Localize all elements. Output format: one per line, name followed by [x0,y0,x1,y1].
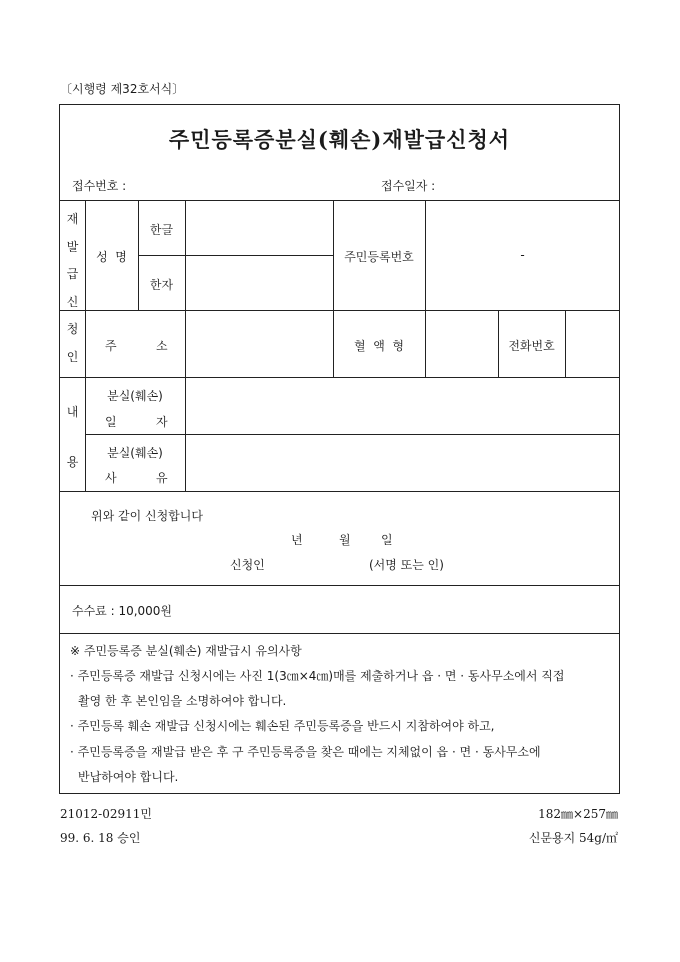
hanja-label: 한자 [149,278,174,292]
applicant-section-label: 재 발 급 신 청 인 [66,212,79,364]
notes-item-3-line-1: · 주민등록증을 재발급 받은 후 구 주민등록증을 찾은 때에는 지체없이 읍 · 면 · 동사무소에 [70,745,541,759]
address-label-2: 소 [156,339,168,353]
date-year-label: 년 [291,533,303,547]
date-day-label: 일 [381,533,393,547]
notes-heading: ※ 주민등록증 분실(훼손) 재발급시 유의사항 [70,644,302,658]
form-code: 〔시행령 제32호서식〕 [60,82,185,96]
name-label: 성 명 [96,250,127,264]
notes-item-1-line-2: 촬영 한 후 본인임을 소명하여야 합니다. [78,694,287,708]
lost-date-label-1: 분실(훼손) [107,389,163,403]
footer-approval: 99. 6. 18 승인 [60,831,141,845]
notes-item-1-line-1: · 주민등록증 재발급 신청시에는 사진 1(3㎝×4㎝)매를 제출하거나 읍 · 면 · 동사무소에서 직접 [70,669,565,683]
footer-paper-type: 신문용지 54g/㎡ [528,831,618,845]
details-section-char-1: 내 [66,405,79,419]
name-hangul-field[interactable] [186,201,332,254]
footer-form-code: 21012-02911민 [60,807,152,821]
rrn-label: 주민등록번호 [344,250,414,264]
phone-field[interactable] [566,311,619,376]
reason-label-2b: 유 [156,471,168,485]
blood-type-field[interactable] [426,311,497,376]
lost-date-label-2b: 자 [156,415,168,429]
lost-date-field[interactable] [186,378,619,433]
name-hanja-field[interactable] [186,256,332,309]
lost-date-label-2a: 일 [105,415,117,429]
rrn-field[interactable]: - [520,248,525,262]
notes-item-3-line-2: 반납하여야 합니다. [78,770,179,784]
notes-item-2: · 주민등록 훼손 재발급 신청시에는 훼손된 주민등록증을 반드시 지참하여야 하고, [70,719,495,733]
signature-note: (서명 또는 인) [369,558,444,572]
declaration-text: 위와 같이 신청합니다 [91,509,203,523]
applicant-signature-label: 신청인 [230,558,265,572]
reason-label-1: 분실(훼손) [107,446,163,460]
reason-label-2a: 사 [105,471,117,485]
hangul-label: 한글 [149,223,174,237]
reason-field[interactable] [186,435,619,490]
phone-label: 전화번호 [508,339,555,353]
address-field[interactable] [186,311,332,376]
footer-paper-size: 182㎜×257㎜ [538,807,618,821]
details-section-char-2: 용 [66,455,79,469]
receipt-number-label: 접수번호 : [72,179,127,193]
form-title: 주민등록증분실(훼손)재발급신청서 [168,127,511,152]
address-label-1: 주 [105,339,117,353]
blood-type-label: 혈 액 형 [353,339,405,353]
fee-text: 수수료 : 10,000원 [72,604,173,618]
receipt-date-label: 접수일자 : [381,179,436,193]
date-month-label: 월 [339,533,351,547]
